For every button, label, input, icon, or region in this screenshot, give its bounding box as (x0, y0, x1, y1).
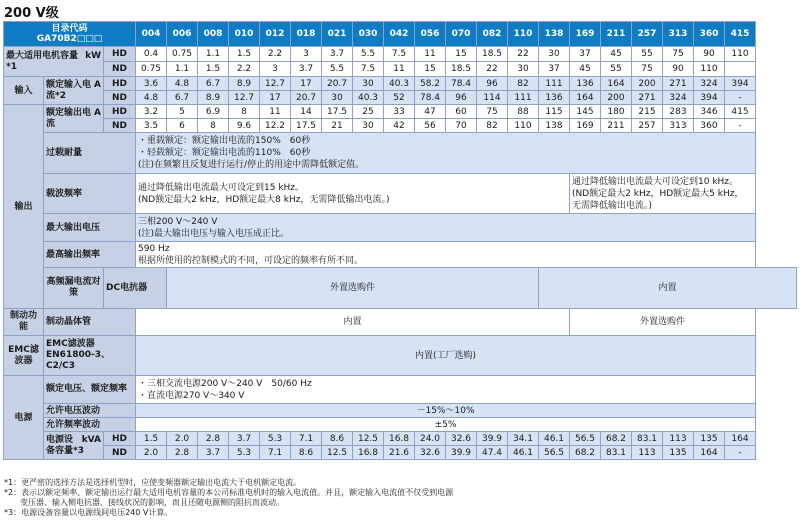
table-cell: 8.9 (198, 91, 229, 105)
rated-voltage-line: ・三相交流电源200 V～240 V 50/60 Hz (138, 378, 312, 389)
table-cell: 32.6 (446, 432, 477, 446)
table-cell: 47 (415, 105, 446, 119)
motor-capacity-text: 最大适用电机容量 (6, 50, 79, 61)
max-voltage-note: (注)最大输出电压与输入电压成正比。 (138, 228, 290, 239)
table-cell: 34.1 (508, 432, 539, 446)
amp-unit: A (94, 79, 101, 90)
table-cell: 7.1 (291, 432, 322, 446)
table-cell: 82 (477, 119, 508, 133)
table-cell: 11 (415, 47, 446, 62)
motor-capacity-label (4, 47, 104, 77)
table-cell: 114 (477, 91, 508, 105)
dc-reactor-left: 外置选购件 (167, 268, 539, 309)
table-cell: 113 (632, 446, 663, 460)
table-cell: 30 (539, 47, 570, 62)
table-cell: 30 (508, 62, 539, 77)
table-cell: 8.6 (322, 432, 353, 446)
model-code: 006 (167, 22, 198, 47)
table-cell: 113 (663, 432, 694, 446)
power-hd-row (4, 432, 797, 446)
table-cell: 2.8 (167, 446, 198, 460)
table-cell: 18.5 (446, 62, 477, 77)
table-cell: - (725, 119, 756, 133)
output-hd-row (4, 105, 797, 119)
model-code: 257 (632, 22, 663, 47)
overload-label: 过载耐量 (44, 133, 136, 174)
table-cell: 33 (384, 105, 415, 119)
table-cell: 88 (508, 105, 539, 119)
table-cell: 3.7 (229, 432, 260, 446)
model-code: 004 (136, 22, 167, 47)
table-cell: 6.7 (198, 77, 229, 91)
carrier-right-line: (ND额定最大2 kHz，HD额定最大5 kHz， (572, 188, 744, 199)
table-cell: 394 (725, 77, 756, 91)
table-cell: 45 (570, 62, 601, 77)
model-prefix: GA70B2 (36, 34, 77, 44)
model-code: 211 (601, 22, 632, 47)
table-cell: 5 (167, 105, 198, 119)
dc-reactor-right: 内置 (539, 268, 797, 309)
hd-label: HD (104, 105, 136, 119)
output-current-label (44, 105, 104, 133)
hd-label: HD (104, 77, 136, 91)
table-cell: 47.4 (477, 446, 508, 460)
table-cell: 2.0 (136, 446, 167, 460)
max-voltage-label: 最大输出电压 (44, 214, 136, 242)
nd-label: ND (104, 119, 136, 133)
table-cell: 164 (694, 446, 725, 460)
table-cell: 1.5 (229, 47, 260, 62)
table-cell: 30 (322, 91, 353, 105)
footnote: *3：电源设备容量以电源线间电压240 V计算。 (4, 508, 173, 517)
table-cell: 111 (508, 91, 539, 105)
table-cell: 7.1 (260, 446, 291, 460)
input-section-label: 输入 (4, 77, 44, 105)
model-code: 012 (260, 22, 291, 47)
model-code: 056 (415, 22, 446, 47)
overload-value (136, 133, 756, 174)
carrier-left-line: (ND额定最大2 kHz，HD额定最大8 kHz，无需降低输出电流。) (138, 194, 390, 205)
table-cell: 2.0 (167, 432, 198, 446)
table-cell: 68.2 (601, 432, 632, 446)
overload-note: (注)在频繁且反复进行运行/停止的用途中需降低额定值。 (138, 160, 365, 170)
table-cell: 37 (570, 47, 601, 62)
table-cell: 110 (694, 62, 725, 77)
table-cell: 5.3 (229, 446, 260, 460)
table-cell: 11 (384, 62, 415, 77)
table-cell: 75 (663, 47, 694, 62)
model-placeholder: □□□ (76, 34, 103, 44)
table-cell: 215 (632, 105, 663, 119)
table-cell: 135 (663, 446, 694, 460)
table-cell: 20.7 (291, 91, 322, 105)
overload-line: ・轻载额定：额定输出电流的110% 60秒 (138, 148, 311, 158)
table-cell: 78.4 (415, 91, 446, 105)
table-cell: 1.1 (198, 47, 229, 62)
model-code: 169 (570, 22, 601, 47)
table-cell: 324 (694, 77, 725, 91)
page-title: 200 V级 (4, 6, 59, 21)
table-cell: 1.5 (136, 432, 167, 446)
dc-reactor-label: DC电抗器 (104, 268, 167, 309)
table-cell: 0.75 (136, 62, 167, 77)
table-cell: 40.3 (384, 77, 415, 91)
table-cell: 6.9 (198, 105, 229, 119)
table-cell: 1.5 (198, 62, 229, 77)
voltage-fluct-label: 允许电压波动 (44, 404, 136, 418)
table-cell: 2.8 (198, 432, 229, 446)
table-cell: 12.7 (260, 77, 291, 91)
table-cell: 6.7 (167, 91, 198, 105)
model-code: 070 (446, 22, 477, 47)
freq-fluct-label: 允许频率波动 (44, 418, 136, 432)
table-cell: 360 (694, 119, 725, 133)
table-cell: 11 (260, 105, 291, 119)
max-voltage-line: 三相200 V～240 V (138, 216, 218, 227)
carrier-row (4, 174, 797, 214)
braking-row (4, 309, 797, 336)
carrier-left (136, 174, 570, 214)
amp-unit: A (94, 107, 101, 118)
table-cell: 83.1 (601, 446, 632, 460)
table-cell: 90 (694, 47, 725, 62)
braking-left: 内置 (136, 309, 570, 336)
table-cell: 82 (508, 77, 539, 91)
table-cell: 17 (291, 77, 322, 91)
table-cell: 30 (353, 77, 384, 91)
table-cell: 18.5 (477, 47, 508, 62)
header-row (4, 22, 797, 47)
table-cell: 115 (539, 105, 570, 119)
carrier-label: 载波频率 (44, 174, 136, 214)
table-cell: 15 (415, 62, 446, 77)
table-cell: - (725, 446, 756, 460)
max-voltage-value (136, 214, 756, 242)
table-cell: 12.7 (229, 91, 260, 105)
table-cell: 136 (539, 91, 570, 105)
max-freq-label: 最高输出频率 (44, 242, 136, 268)
table-cell: 32.6 (415, 446, 446, 460)
table-cell: 25 (353, 105, 384, 119)
table-cell: 110 (725, 47, 756, 62)
max-freq-value (136, 242, 756, 268)
table-cell: 271 (632, 91, 663, 105)
hf-noise-label: 高频漏电流对策 (44, 268, 104, 309)
table-cell: 39.9 (446, 446, 477, 460)
max-freq-note: 根据所使用的控制模式的不同，可设定的频率有所不同。 (138, 255, 364, 266)
table-cell: 9.6 (229, 119, 260, 133)
table-cell: 12.5 (353, 432, 384, 446)
table-cell: 45 (601, 47, 632, 62)
table-cell: 3.5 (136, 119, 167, 133)
emc-label: EMC滤波器 (4, 336, 44, 376)
nd-label: ND (104, 62, 136, 77)
table-cell: 17.5 (291, 119, 322, 133)
power-capacity-label (44, 432, 104, 460)
overload-row (4, 133, 797, 174)
table-cell: 8.9 (229, 77, 260, 91)
model-code: 082 (477, 22, 508, 47)
rated-voltage-line: ・直流电源270 V～340 V (138, 390, 245, 401)
freq-fluct-value: ±5% (136, 418, 756, 432)
table-cell: 17 (260, 91, 291, 105)
freq-fluct-row (4, 418, 797, 432)
table-cell: 15 (446, 47, 477, 62)
table-cell: 56 (415, 119, 446, 133)
table-cell: 90 (663, 62, 694, 77)
braking-label: 制动功能 (4, 309, 44, 336)
max-freq-row (4, 242, 797, 268)
table-cell: 3.7 (291, 62, 322, 77)
emc-value: 内置(工厂选购) (136, 336, 756, 376)
table-cell: 164 (725, 432, 756, 446)
table-cell: 145 (570, 105, 601, 119)
carrier-right-line: 通过降低输出电流最大可设定到10 kHz。 (572, 176, 739, 187)
rated-voltage-label: 额定电压、额定频率 (44, 376, 136, 404)
model-code: 010 (229, 22, 260, 47)
table-cell: 56.5 (570, 432, 601, 446)
emc-row (4, 336, 797, 376)
table-cell: 3.7 (322, 47, 353, 62)
table-cell: 3.7 (198, 446, 229, 460)
model-code: 042 (384, 22, 415, 47)
table-cell: 5.3 (260, 432, 291, 446)
footnote: *2：表示以额定频率、额定输出运行最大适用电机容量的本公司标准电机时的输入电流值。并且，额定输入电流值不仅受到电源 (4, 488, 454, 497)
table-cell: 58.2 (415, 77, 446, 91)
table-cell: 52 (384, 91, 415, 105)
table-cell: 3.6 (136, 77, 167, 91)
table-cell: 8 (229, 105, 260, 119)
table-cell: 200 (601, 91, 632, 105)
footnotes (4, 478, 796, 518)
table-cell: 12.2 (260, 119, 291, 133)
table-cell: 2.2 (229, 62, 260, 77)
input-nd-row (4, 91, 797, 105)
table-cell: 200 (632, 77, 663, 91)
table-cell: 12.5 (322, 446, 353, 460)
table-cell: 7.5 (384, 47, 415, 62)
table-cell: - (725, 91, 756, 105)
table-cell: 169 (570, 119, 601, 133)
voltage-fluct-row (4, 404, 797, 418)
table-cell: 415 (725, 105, 756, 119)
footnote-mark: *1 (6, 61, 17, 72)
code-label: 目录代码 (51, 24, 88, 34)
table-cell: 20.7 (322, 77, 353, 91)
table-cell: 8.6 (291, 446, 322, 460)
table-cell: 42 (384, 119, 415, 133)
table-cell: 96 (477, 77, 508, 91)
model-code: 138 (539, 22, 570, 47)
table-cell: 271 (663, 77, 694, 91)
model-code: 110 (508, 22, 539, 47)
table-cell: 1.1 (167, 62, 198, 77)
braking-right: 外置选购件 (570, 309, 756, 336)
table-cell: 136 (570, 77, 601, 91)
model-code: 018 (291, 22, 322, 47)
footnote-mark: *3 (73, 445, 84, 456)
table-cell: 83.1 (632, 432, 663, 446)
braking-transistor-label: 制动晶体管 (44, 309, 136, 336)
table-cell: 21 (322, 119, 353, 133)
emc-item-label: EMC滤波器EN61800-3、C2/C3 (44, 336, 136, 376)
table-cell: 16.8 (353, 446, 384, 460)
rated-voltage-value (136, 376, 756, 404)
table-cell: 46.1 (539, 432, 570, 446)
table-cell: 96 (446, 91, 477, 105)
carrier-left-line: 通过降低输出电流最大可设定到15 kHz。 (138, 182, 305, 193)
table-cell: 5.5 (353, 47, 384, 62)
table-cell: 135 (694, 432, 725, 446)
table-cell: 17.5 (322, 105, 353, 119)
input-current-label (44, 77, 104, 105)
table-cell: 22 (477, 62, 508, 77)
overload-line: ・重载额定：额定输出电流的150% 60秒 (138, 136, 311, 146)
model-code: 415 (725, 22, 756, 47)
table-cell: 4.8 (167, 77, 198, 91)
max-freq-line: 590 Hz (138, 243, 170, 254)
table-cell: 7.5 (353, 62, 384, 77)
table-cell: 55 (601, 62, 632, 77)
table-cell: 164 (570, 91, 601, 105)
kva-unit: kVA (81, 434, 101, 445)
table-cell: 5.5 (322, 62, 353, 77)
table-cell: 16.8 (384, 432, 415, 446)
table-cell: 313 (663, 119, 694, 133)
footnote: 变压器、输入侧电抗器、接线状况的影响，而且还随电源侧的阻抗而波动。 (4, 498, 284, 507)
footnote-mark: *2 (55, 90, 66, 101)
table-cell: 78.4 (446, 77, 477, 91)
table-cell: 14 (291, 105, 322, 119)
table-cell: 164 (601, 77, 632, 91)
output-current-text: 额定输出电流 (46, 107, 92, 129)
table-cell: 22 (508, 47, 539, 62)
max-voltage-row (4, 214, 797, 242)
model-code: 313 (663, 22, 694, 47)
model-code: 360 (694, 22, 725, 47)
table-cell: 3 (291, 47, 322, 62)
rated-voltage-row (4, 376, 797, 404)
table-cell: 0.4 (136, 47, 167, 62)
nd-label: ND (104, 446, 136, 460)
footnote: *1：更严密的选择方法是选择机型时，应使变频器额定输出电流大于电机额定电流。 (4, 478, 302, 487)
table-cell: 283 (663, 105, 694, 119)
output-section-label: 输出 (4, 105, 44, 309)
model-code: 008 (198, 22, 229, 47)
table-cell: 21.6 (384, 446, 415, 460)
table-cell: 394 (694, 91, 725, 105)
power-section-label: 电源 (4, 376, 44, 460)
table-cell: 180 (601, 105, 632, 119)
hd-label: HD (104, 47, 136, 62)
model-code-header (4, 22, 136, 47)
spec-table (3, 21, 797, 460)
table-cell: 324 (663, 91, 694, 105)
power-nd-row (4, 446, 797, 460)
table-cell: 75 (632, 62, 663, 77)
dc-reactor-row (4, 268, 797, 309)
table-cell: 55 (632, 47, 663, 62)
table-cell: 30 (353, 119, 384, 133)
table-cell: 40.3 (353, 91, 384, 105)
table-cell: 39.9 (477, 432, 508, 446)
carrier-right-line: 无需降低输出电流。) (572, 200, 653, 211)
table-cell: 257 (632, 119, 663, 133)
table-cell: 3.2 (136, 105, 167, 119)
motor-unit: kW (85, 50, 101, 61)
table-cell: 60 (446, 105, 477, 119)
table-cell: 4.8 (136, 91, 167, 105)
power-capacity-text: 电源设备容量 (46, 434, 74, 456)
table-cell: 110 (508, 119, 539, 133)
table-cell (725, 62, 756, 77)
table-cell: 8 (198, 119, 229, 133)
motor-hd-row (4, 47, 797, 62)
table-cell: 2.2 (260, 47, 291, 62)
table-cell: 138 (539, 119, 570, 133)
table-cell: 211 (601, 119, 632, 133)
table-cell: 24.0 (415, 432, 446, 446)
motor-nd-row (4, 62, 797, 77)
carrier-right (570, 174, 756, 214)
input-hd-row (4, 77, 797, 91)
table-cell: 3 (260, 62, 291, 77)
voltage-fluct-value: －15%～10% (136, 404, 756, 418)
hd-label: HD (104, 432, 136, 446)
table-cell: 6 (167, 119, 198, 133)
nd-label: ND (104, 91, 136, 105)
table-cell: 75 (477, 105, 508, 119)
model-code: 021 (322, 22, 353, 47)
table-cell: 56.5 (539, 446, 570, 460)
input-current-text: 额定输入电流 (46, 79, 92, 101)
table-cell: 46.1 (508, 446, 539, 460)
table-cell: 37 (539, 62, 570, 77)
table-cell: 346 (694, 105, 725, 119)
table-cell: 70 (446, 119, 477, 133)
table-cell: 111 (539, 77, 570, 91)
table-cell: 68.2 (570, 446, 601, 460)
table-cell: 0.75 (167, 47, 198, 62)
output-nd-row (4, 119, 797, 133)
model-code: 030 (353, 22, 384, 47)
